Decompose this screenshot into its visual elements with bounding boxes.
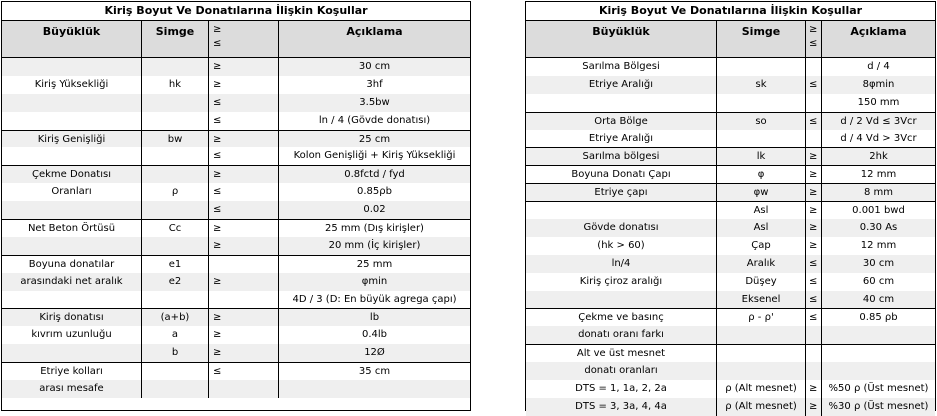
cell-operator: ≥ bbox=[806, 202, 822, 219]
cell-operator: ≤ bbox=[806, 291, 822, 309]
right-table-header bbox=[526, 21, 935, 58]
cell-simge bbox=[142, 237, 209, 255]
left-conditions-table bbox=[1, 1, 471, 411]
cell-operator: ≥ bbox=[209, 326, 279, 344]
cell-aciklama: 8 mm bbox=[863, 187, 894, 199]
table-row bbox=[2, 130, 470, 148]
cell-simge bbox=[142, 166, 209, 183]
cell-simge bbox=[717, 58, 806, 76]
cell-simge bbox=[142, 94, 209, 112]
cell-buyukluk: Etriye çapı bbox=[526, 184, 717, 201]
table-row bbox=[526, 237, 935, 255]
cell-buyukluk: DTS = 1, 1a, 2, 2a bbox=[526, 380, 717, 398]
cell-aciklama bbox=[822, 345, 935, 362]
cell-aciklama: 0.30 As bbox=[859, 222, 898, 234]
cell-operator: ≤ bbox=[806, 255, 822, 273]
cell-aciklama: 25 mm (Dış kirişler) bbox=[325, 223, 424, 235]
cell-operator bbox=[806, 130, 822, 148]
cell-simge bbox=[142, 58, 209, 76]
cell-buyukluk: Çekme Donatısı bbox=[2, 166, 142, 183]
cell-buyukluk: Sarılma bölgesi bbox=[526, 148, 717, 165]
table-row bbox=[526, 380, 935, 398]
table-row bbox=[526, 147, 935, 165]
left-table-body bbox=[2, 58, 470, 398]
table-row bbox=[2, 362, 470, 380]
cell-simge: Düşey bbox=[717, 273, 806, 291]
cell-simge bbox=[142, 291, 209, 309]
cell-operator: ≤ bbox=[209, 147, 279, 165]
cell-simge: Çap bbox=[717, 237, 806, 255]
table-row bbox=[526, 112, 935, 130]
cell-simge: φ bbox=[717, 166, 806, 183]
cell-buyukluk: arası mesafe bbox=[2, 380, 142, 398]
table-row bbox=[526, 94, 935, 112]
header-operator bbox=[209, 21, 279, 57]
cell-operator: ≥ bbox=[209, 344, 279, 362]
header-aciklama: Açıklama bbox=[346, 25, 403, 38]
cell-simge bbox=[717, 130, 806, 148]
cell-simge: ρ (Alt mesnet) bbox=[717, 380, 806, 398]
table-row bbox=[526, 291, 935, 309]
table-row bbox=[2, 380, 470, 398]
cell-buyukluk: Orta Bölge bbox=[526, 113, 717, 130]
table-row bbox=[526, 362, 935, 380]
cell-buyukluk: kıvrım uzunluğu bbox=[2, 326, 142, 344]
cell-aciklama: 150 mm bbox=[857, 96, 900, 108]
header-operator-bottom: ≤ bbox=[809, 38, 818, 49]
cell-aciklama bbox=[822, 326, 935, 344]
table-row bbox=[2, 237, 470, 255]
cell-simge: e1 bbox=[142, 256, 209, 273]
header-buyukluk: Büyüklük bbox=[526, 21, 717, 57]
table-row bbox=[2, 219, 470, 237]
cell-buyukluk: donatı oranları bbox=[526, 362, 717, 380]
table-row bbox=[526, 344, 935, 362]
cell-operator: ≥ bbox=[209, 237, 279, 255]
cell-buyukluk: Alt ve üst mesnet bbox=[526, 345, 717, 362]
cell-buyukluk: arasındaki net aralık bbox=[2, 273, 142, 291]
header-operator-top: ≥ bbox=[213, 24, 222, 35]
header-operator-top: ≥ bbox=[809, 24, 818, 35]
cell-simge bbox=[142, 380, 209, 398]
cell-aciklama: 0.4lb bbox=[361, 329, 388, 341]
cell-buyukluk bbox=[2, 237, 142, 255]
table-row bbox=[2, 326, 470, 344]
cell-aciklama: 12Ø bbox=[364, 347, 385, 359]
cell-aciklama: 20 mm (İç kirişler) bbox=[328, 239, 421, 251]
cell-operator: ≤ bbox=[209, 94, 279, 112]
header-simge: Simge bbox=[142, 21, 209, 57]
cell-simge bbox=[717, 326, 806, 344]
cell-buyukluk bbox=[526, 94, 717, 112]
cell-aciklama: %30 ρ (Üst mesnet) bbox=[828, 400, 929, 412]
cell-simge: hk bbox=[142, 76, 209, 94]
header-operator-bottom: ≤ bbox=[213, 38, 222, 49]
cell-buyukluk bbox=[2, 58, 142, 76]
header-aciklama: Açıklama bbox=[850, 25, 907, 38]
header-buyukluk: Büyüklük bbox=[2, 21, 142, 57]
cell-aciklama: d / 4 bbox=[867, 61, 890, 72]
cell-operator: ≤ bbox=[806, 113, 822, 130]
cell-operator: ≤ bbox=[209, 112, 279, 130]
cell-aciklama bbox=[279, 380, 470, 398]
cell-simge: bw bbox=[142, 131, 209, 148]
cell-buyukluk bbox=[2, 147, 142, 165]
cell-aciklama: 35 cm bbox=[358, 366, 391, 378]
cell-buyukluk: Sarılma Bölgesi bbox=[526, 58, 717, 76]
table-row bbox=[526, 326, 935, 344]
cell-aciklama: 2hk bbox=[869, 151, 888, 163]
cell-buyukluk: Boyuna Donatı Çapı bbox=[526, 166, 717, 183]
cell-simge: b bbox=[142, 344, 209, 362]
table-row bbox=[526, 398, 935, 416]
cell-buyukluk: Gövde donatısı bbox=[526, 219, 717, 237]
cell-aciklama: 25 mm bbox=[356, 258, 393, 270]
table-row bbox=[2, 165, 470, 183]
table-row bbox=[526, 255, 935, 273]
cell-operator bbox=[209, 256, 279, 273]
cell-operator: ≤ bbox=[806, 309, 822, 326]
cell-aciklama: 12 mm bbox=[860, 239, 897, 251]
cell-operator: ≥ bbox=[806, 184, 822, 201]
cell-buyukluk bbox=[2, 112, 142, 130]
cell-aciklama: 30 cm bbox=[862, 257, 895, 269]
cell-operator bbox=[806, 362, 822, 380]
table-row bbox=[2, 308, 470, 326]
cell-operator: ≥ bbox=[806, 148, 822, 165]
cell-simge bbox=[717, 345, 806, 362]
table-row bbox=[2, 291, 470, 309]
cell-buyukluk: Etriye Aralığı bbox=[526, 76, 717, 94]
cell-operator: ≥ bbox=[806, 166, 822, 183]
header-operator bbox=[806, 21, 822, 57]
table-row bbox=[2, 58, 470, 76]
cell-aciklama: 0.85ρb bbox=[357, 186, 392, 198]
cell-aciklama: 3hf bbox=[366, 78, 383, 90]
cell-simge: a bbox=[142, 326, 209, 344]
cell-aciklama bbox=[822, 362, 935, 380]
cell-operator bbox=[806, 345, 822, 362]
cell-aciklama: ln / 4 (Gövde donatısı) bbox=[318, 114, 431, 126]
table-row bbox=[2, 255, 470, 273]
cell-simge: Cc bbox=[142, 220, 209, 237]
cell-operator: ≥ bbox=[806, 219, 822, 237]
cell-operator: ≥ bbox=[209, 166, 279, 183]
cell-aciklama: d / 4 Vd > 3Vcr bbox=[840, 132, 917, 144]
left-table-title: Kiriş Boyut Ve Donatılarına İlişkin Koşullar bbox=[2, 2, 470, 21]
cell-operator bbox=[806, 58, 822, 76]
table-row bbox=[2, 273, 470, 291]
table-row bbox=[526, 273, 935, 291]
cell-simge: ρ - ρ' bbox=[717, 309, 806, 326]
cell-simge: sk bbox=[717, 76, 806, 94]
cell-aciklama: lb bbox=[369, 312, 380, 324]
table-row bbox=[2, 112, 470, 130]
cell-operator: ≥ bbox=[209, 220, 279, 237]
cell-buyukluk bbox=[526, 291, 717, 309]
cell-simge bbox=[142, 363, 209, 380]
cell-operator: ≤ bbox=[806, 273, 822, 291]
table-row bbox=[2, 147, 470, 165]
table-row bbox=[526, 219, 935, 237]
cell-aciklama: 4D / 3 (D: En büyük agrega çapı) bbox=[292, 293, 457, 305]
cell-simge: lk bbox=[717, 148, 806, 165]
cell-operator: ≤ bbox=[806, 76, 822, 94]
cell-simge: e2 bbox=[142, 273, 209, 291]
cell-simge: Eksenel bbox=[717, 291, 806, 309]
cell-aciklama: %50 ρ (Üst mesnet) bbox=[828, 383, 929, 395]
table-row bbox=[2, 201, 470, 219]
cell-buyukluk: Kiriş donatısı bbox=[2, 309, 142, 326]
table-row bbox=[526, 308, 935, 326]
cell-simge: (a+b) bbox=[142, 309, 209, 326]
cell-buyukluk: DTS = 3, 3a, 4, 4a bbox=[526, 398, 717, 416]
cell-buyukluk: Kiriş Genişliği bbox=[2, 131, 142, 148]
table-row bbox=[526, 58, 935, 76]
cell-operator bbox=[209, 380, 279, 398]
cell-buyukluk: ln/4 bbox=[526, 255, 717, 273]
cell-aciklama: 0.02 bbox=[363, 204, 386, 216]
table-row bbox=[526, 201, 935, 219]
cell-operator bbox=[209, 291, 279, 309]
cell-buyukluk: donatı oranı farkı bbox=[526, 326, 717, 344]
cell-operator: ≤ bbox=[209, 183, 279, 201]
cell-operator: ≥ bbox=[806, 380, 822, 398]
cell-buyukluk: Etriye kolları bbox=[2, 363, 142, 380]
cell-operator: ≥ bbox=[806, 237, 822, 255]
cell-simge: Asl bbox=[717, 202, 806, 219]
cell-buyukluk bbox=[526, 202, 717, 219]
cell-buyukluk bbox=[2, 94, 142, 112]
cell-aciklama: d / 2 Vd ≤ 3Vcr bbox=[840, 115, 917, 127]
table-row bbox=[2, 76, 470, 94]
right-table-title: Kiriş Boyut Ve Donatılarına İlişkin Koşullar bbox=[526, 2, 935, 21]
cell-buyukluk: (hk > 60) bbox=[526, 237, 717, 255]
cell-aciklama: 40 cm bbox=[862, 293, 895, 305]
table-row bbox=[526, 130, 935, 148]
cell-operator: ≥ bbox=[209, 131, 279, 148]
cell-buyukluk: Etriye Aralığı bbox=[526, 130, 717, 148]
cell-aciklama: 60 cm bbox=[862, 275, 895, 287]
cell-buyukluk: Kiriş çiroz aralığı bbox=[526, 273, 717, 291]
table-row bbox=[526, 76, 935, 94]
table-row bbox=[2, 344, 470, 362]
cell-aciklama: 0.001 bwd bbox=[852, 205, 905, 217]
cell-operator: ≥ bbox=[209, 309, 279, 326]
cell-buyukluk: Çekme ve basınç bbox=[526, 309, 717, 326]
cell-simge: ρ bbox=[142, 183, 209, 201]
cell-operator: ≤ bbox=[209, 363, 279, 380]
cell-buyukluk bbox=[2, 201, 142, 219]
cell-simge bbox=[142, 112, 209, 130]
cell-simge bbox=[142, 147, 209, 165]
cell-simge: so bbox=[717, 113, 806, 130]
cell-simge bbox=[717, 94, 806, 112]
cell-buyukluk bbox=[2, 291, 142, 309]
table-row bbox=[526, 183, 935, 201]
cell-aciklama: φmin bbox=[361, 275, 388, 287]
cell-aciklama: 30 cm bbox=[358, 61, 391, 72]
cell-buyukluk bbox=[2, 344, 142, 362]
cell-buyukluk: Boyuna donatılar bbox=[2, 256, 142, 273]
table-row bbox=[526, 165, 935, 183]
cell-aciklama: Kolon Genişliği + Kiriş Yüksekliği bbox=[293, 150, 456, 162]
cell-operator: ≥ bbox=[209, 76, 279, 94]
table-row bbox=[2, 183, 470, 201]
cell-simge: ρ (Alt mesnet) bbox=[717, 398, 806, 416]
cell-simge: φw bbox=[717, 184, 806, 201]
header-simge: Simge bbox=[717, 21, 806, 57]
cell-buyukluk: Net Beton Örtüsü bbox=[2, 220, 142, 237]
table-row bbox=[2, 94, 470, 112]
cell-aciklama: 0.85 ρb bbox=[859, 312, 898, 324]
cell-operator: ≥ bbox=[806, 398, 822, 416]
cell-simge: Aralık bbox=[717, 255, 806, 273]
cell-aciklama: 3.5bw bbox=[359, 96, 390, 108]
cell-buyukluk: Oranları bbox=[2, 183, 142, 201]
cell-simge: Asl bbox=[717, 219, 806, 237]
cell-aciklama: 8φmin bbox=[862, 78, 895, 90]
left-table-header bbox=[2, 21, 470, 58]
cell-simge bbox=[142, 201, 209, 219]
cell-simge bbox=[717, 362, 806, 380]
cell-aciklama: 25 cm bbox=[358, 133, 391, 145]
cell-operator: ≥ bbox=[209, 58, 279, 76]
cell-operator: ≥ bbox=[209, 273, 279, 291]
right-table-body bbox=[526, 58, 935, 416]
cell-aciklama: 0.8fctd / fyd bbox=[344, 169, 405, 181]
cell-aciklama: 12 mm bbox=[860, 169, 897, 181]
cell-buyukluk: Kiriş Yüksekliği bbox=[2, 76, 142, 94]
cell-operator bbox=[806, 94, 822, 112]
cell-operator bbox=[806, 326, 822, 344]
right-conditions-table bbox=[525, 1, 936, 411]
cell-operator: ≤ bbox=[209, 201, 279, 219]
